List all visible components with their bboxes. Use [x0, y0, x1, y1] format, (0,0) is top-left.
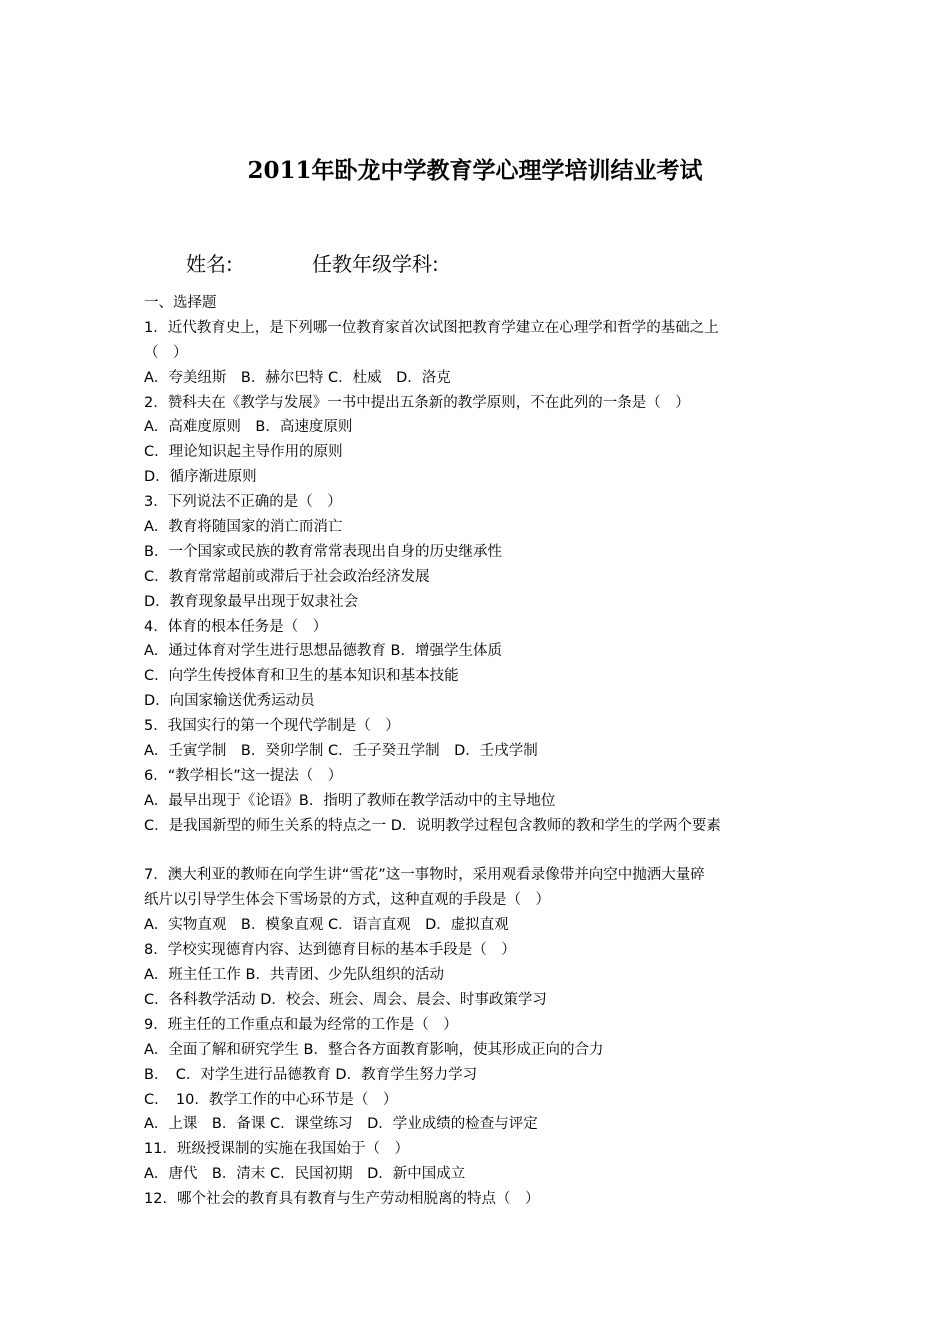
text-line: A．上课 B．备课 C．课堂练习 D．学业成绩的检查与评定: [144, 1116, 538, 1133]
text-line: 12．哪个社会的教育具有教育与生产劳动相脱离的特点（ ）: [144, 1191, 540, 1208]
text-line: B．一个国家或民族的教育常常表现出自身的历史继承性: [144, 543, 502, 560]
text-line: C．是我国新型的师生关系的特点之一 D．说明教学过程包含教师的教和学生的学两个要素: [144, 817, 721, 834]
text-line: C．向学生传授体育和卫生的基本知识和基本技能: [144, 668, 459, 685]
text-line: A．全面了解和研究学生 B．整合各方面教育影响，使其形成正向的合力: [144, 1041, 604, 1058]
text-line: （ ）: [144, 344, 188, 361]
text-line: A．通过体育对学生进行思想品德教育 B．增强学生体质: [144, 643, 502, 660]
text-line: A．教育将随国家的消亡而消亡: [144, 519, 343, 536]
text-line: D．循序渐进原则: [144, 469, 257, 486]
text-line: 11．班级授课制的实施在我国始于（ ）: [144, 1141, 409, 1158]
text-line: C．理论知识起主导作用的原则: [144, 444, 343, 461]
text-line: A．高难度原则 B．高速度原则: [144, 419, 353, 436]
text-line: 2．赞科夫在《教学与发展》一书中提出五条新的教学原则，不在此列的一条是（ ）: [144, 394, 690, 411]
question-list: [144, 291, 824, 1212]
student-info-row: [186, 248, 439, 282]
text-line: C．各科教学活动 D．校会、班会、周会、晨会、时事政策学习: [144, 991, 547, 1008]
text-line: B． C．对学生进行品德教育 D．教育学生努力学习: [144, 1066, 478, 1083]
text-line: C．教育常常超前或滞后于社会政治经济发展: [144, 568, 430, 585]
text-line: A．壬寅学制 B．癸卯学制 C．壬子癸丑学制 D．壬戌学制: [144, 743, 538, 760]
text-line: A．唐代 B．清末 C．民国初期 D．新中国成立: [144, 1166, 466, 1183]
name-label: 姓名:: [186, 252, 233, 276]
text-line: D．教育现象最早出现于奴隶社会: [144, 593, 359, 610]
grade-subject-label: 任教年级学科:: [312, 252, 439, 276]
text-line: 一、选择题: [144, 295, 217, 311]
text-line: 纸片以引导学生体会下雪场景的方式，这种直观的手段是（ ）: [144, 892, 550, 909]
text-line: A．最早出现于《论语》B．指明了教师在教学活动中的主导地位: [144, 792, 556, 809]
text-line: 7．澳大利亚的教师在向学生讲“雪花”这一事物时，采用观看录像带并向空中抛洒大量碎: [144, 867, 705, 884]
text-line: A．班主任工作 B．共青团、少先队组织的活动: [144, 967, 444, 984]
text-line: 4．体育的根本任务是（ ）: [144, 618, 328, 635]
text-line: C． 10．教学工作的中心环节是（ ）: [144, 1091, 398, 1108]
exam-title: 2011年卧龙中学教育学心理学培训结业考试: [247, 157, 703, 184]
text-line: 1．近代教育史上，是下列哪一位教育家首次试图把教育学建立在心理学和哲学的基础之上: [144, 319, 719, 336]
text-line: 3．下列说法不正确的是（ ）: [144, 494, 342, 511]
text-line: 9．班主任的工作重点和最为经常的工作是（ ）: [144, 1016, 458, 1033]
text-line: A．夸美纽斯 B．赫尔巴特 C．杜威 D．洛克: [144, 369, 451, 386]
text-line: D．向国家输送优秀运动员: [144, 693, 315, 710]
text-line: 5．我国实行的第一个现代学制是（ ）: [144, 718, 400, 735]
text-line: 8．学校实现德育内容、达到德育目标的基本手段是（ ）: [144, 942, 516, 959]
text-line: A．实物直观 B．模象直观 C．语言直观 D．虚拟直观: [144, 917, 509, 934]
text-line: [144, 839, 824, 864]
text-line: 6．“教学相长”这一提法（ ）: [144, 767, 343, 784]
